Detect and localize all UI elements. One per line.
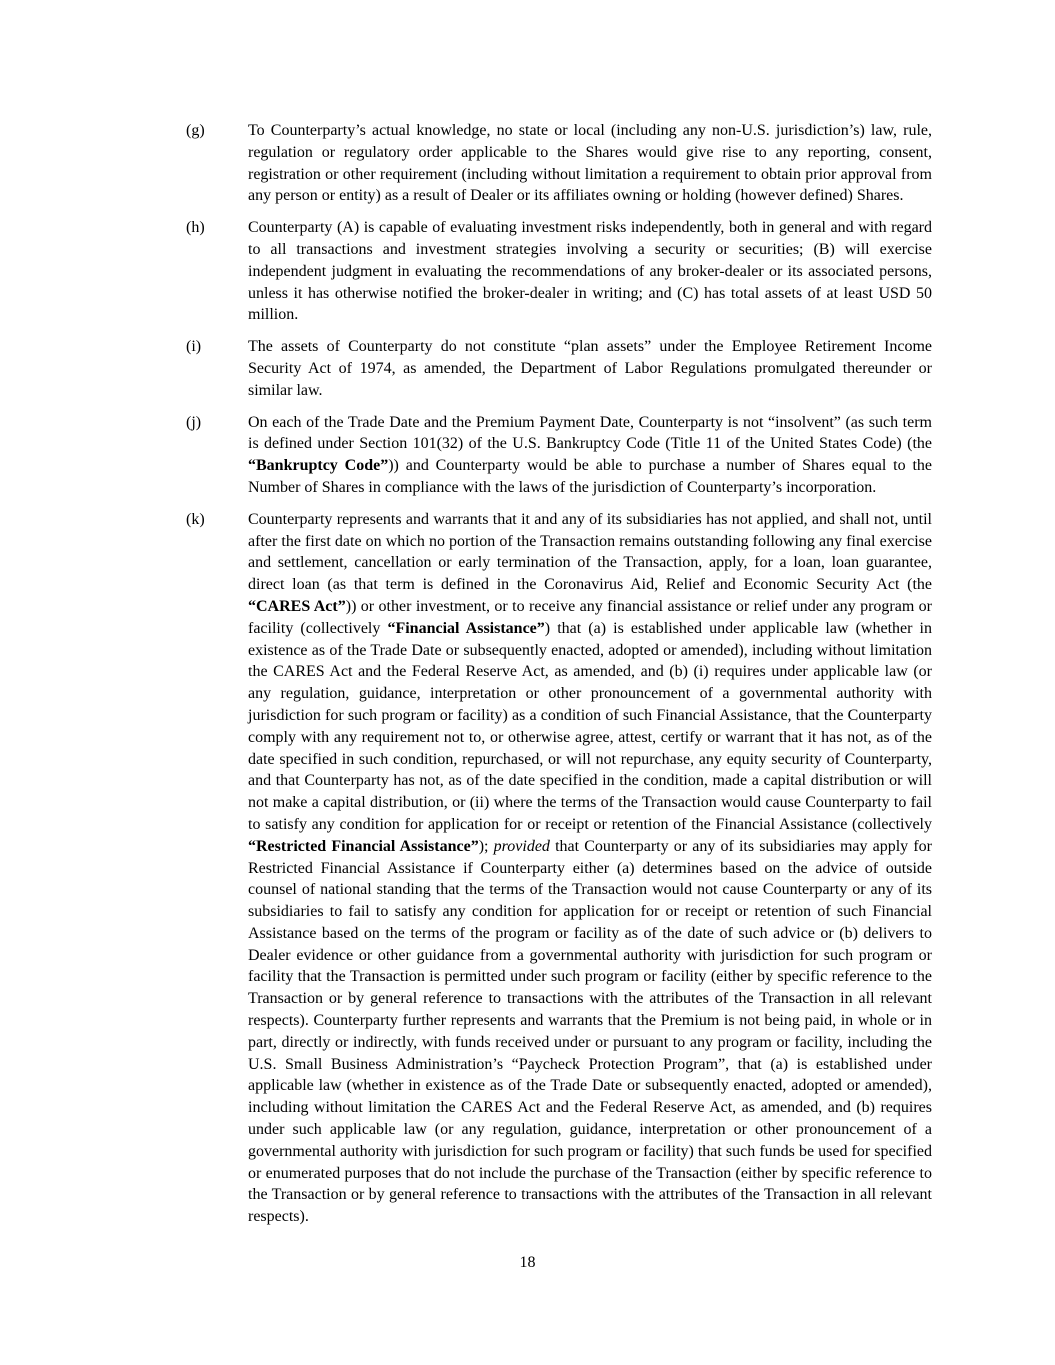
paragraph-text xyxy=(248,412,932,499)
defined-term: “Financial Assistance” xyxy=(387,619,545,637)
paragraph-j xyxy=(186,412,932,499)
paragraph-k xyxy=(186,509,932,1228)
text-run: )) and Counterparty would be able to purchase a number of Shares equal to the Number of Shares in compliance with the laws of the jurisdiction of Counterparty’s incorporation. xyxy=(248,457,932,496)
defined-term: “Bankruptcy Code” xyxy=(248,457,389,475)
text-run: To Counterparty’s actual knowledge, no state or local (including any non-U.S. jurisdiction’s) law, rule, regulation or regulatory order applicable to the Shares would give rise to any reporting, consent, registration or other requirement (including without limitation a requirement to obtain prior approval from any person or entity) as a result of Dealer or its affiliates owning or holding (however defined) Shares. xyxy=(248,122,932,205)
paragraph-label: (h) xyxy=(186,219,205,237)
document-body xyxy=(186,120,932,1238)
paragraph-h xyxy=(186,217,932,326)
defined-term: “Restricted Financial Assistance” xyxy=(248,837,479,855)
text-run: ) that (a) is established under applicable law (whether in existence as of the Trade Date or subsequently enacted, adopted or amended), including without limitation the CARES Act and the Federal Reserve Act, as amended, and (b) (i) requires under applicable law (or any regulation, guidance, interpretation or other pronouncement of a governmental authority with jurisdiction for such program or facility) as a condition of such Financial Assistance, that the Counterparty comply with any requirement not to, or otherwise agree, attest, certify or warrant that it has not, as of the date specified in such condition, repurchased, or will not repurchase, any equity security of Counterparty, and that Counterparty has not, as of the date specified in the condition, made a capital distribution or will not make a capital distribution, or (ii) where the terms of the Transaction would cause Counterparty to fail to satisfy any condition for application for or receipt or retention of the Financial Assistance (collectively xyxy=(248,619,933,833)
defined-term: “CARES Act” xyxy=(248,597,346,615)
paragraph-text xyxy=(248,336,932,401)
text-run: )) or other investment, or to receive any financial assistance or relief under any program or facility (collectively xyxy=(248,597,932,637)
paragraph-text xyxy=(248,217,932,326)
text-run: Counterparty (A) is capable of evaluating investment risks independently, both in general and with regard to all transactions and investment strategies involving a security or securities; (B) will exercise independent judgment in evaluating the recommendations of any broker-dealer or its associated persons, unless it has otherwise notified the broker-dealer in writing; and (C) has total assets of at least USD 50 million. xyxy=(248,219,932,324)
text-run: ); xyxy=(478,837,494,855)
page-footer xyxy=(0,1252,1055,1274)
paragraph-text xyxy=(248,120,932,207)
paragraph-label: (i) xyxy=(186,338,202,356)
paragraph-label: (g) xyxy=(186,122,205,139)
page-number: 18 xyxy=(519,1254,536,1271)
paragraph-g xyxy=(186,120,932,207)
paragraph-label: (j) xyxy=(186,413,202,431)
text-run: On each of the Trade Date and the Premium Payment Date, Counterparty is not “insolvent” (as such term is defined under Section 101(32) of the U.S. Bankruptcy Code (Title 11 of the United States Code) (the xyxy=(248,413,932,453)
paragraph-i xyxy=(186,336,932,401)
text-run: Counterparty represents and warrants that it and any of its subsidiaries has not applied, and shall not, until after the first date on which no portion of the Transaction remains outstanding following any final exercise and settlement, cancellation or early termination of the Transaction, apply, for a loan, loan guarantee, direct loan (as that term is defined in the Coronavirus Aid, Relief and Economic Security Act (the xyxy=(248,510,932,594)
paragraph-text xyxy=(248,509,932,1228)
text-run: that Counterparty or any of its subsidiaries may apply for Restricted Financial Assistance if Counterparty either (a) determines based on the advice of outside counsel of national standing that the terms of the Transaction would not cause Counterparty or any of its subsidiaries to fail to satisfy any condition for application for or receipt or retention of such Financial Assistance based on the terms of the program or facility as of the date of such advice or (b) delivers to Dealer evidence or other guidance from a governmental authority with jurisdiction for such program or facility that the Transaction is permitted under such program or facility (either by specific reference to the Transaction or by general reference to transactions with the attributes of the Transaction in all relevant respects). Counterparty further represents and warrants that the Premium is not being paid, in whole or in part, directly or indirectly, with funds received under or pursuant to any program or facility, including the U.S. Small Business Administration’s “Paycheck Protection Program”, that (a) is established under applicable law (whether in existence as of the Trade Date or subsequently enacted, adopted or amended), including without limitation the CARES Act and the Federal Reserve Act, as amended, and (b) requires under such applicable law (or any regulation, guidance, interpretation or other pronouncement of a governmental authority with jurisdiction for such program or facility) that such funds be used for specified or enumerated purposes that do not include the purchase of the Transaction (either by specific reference to the Transaction or by general reference to transactions with the attributes of the Transaction in all relevant respects). xyxy=(248,837,932,1226)
paragraph-label: (k) xyxy=(186,510,205,528)
italic-term: provided xyxy=(493,837,550,855)
text-run: The assets of Counterparty do not constitute “plan assets” under the Employee Retirement Income Security Act of 1974, as amended, the Department of Labor Regulations promulgated thereunder or similar law. xyxy=(248,338,932,399)
